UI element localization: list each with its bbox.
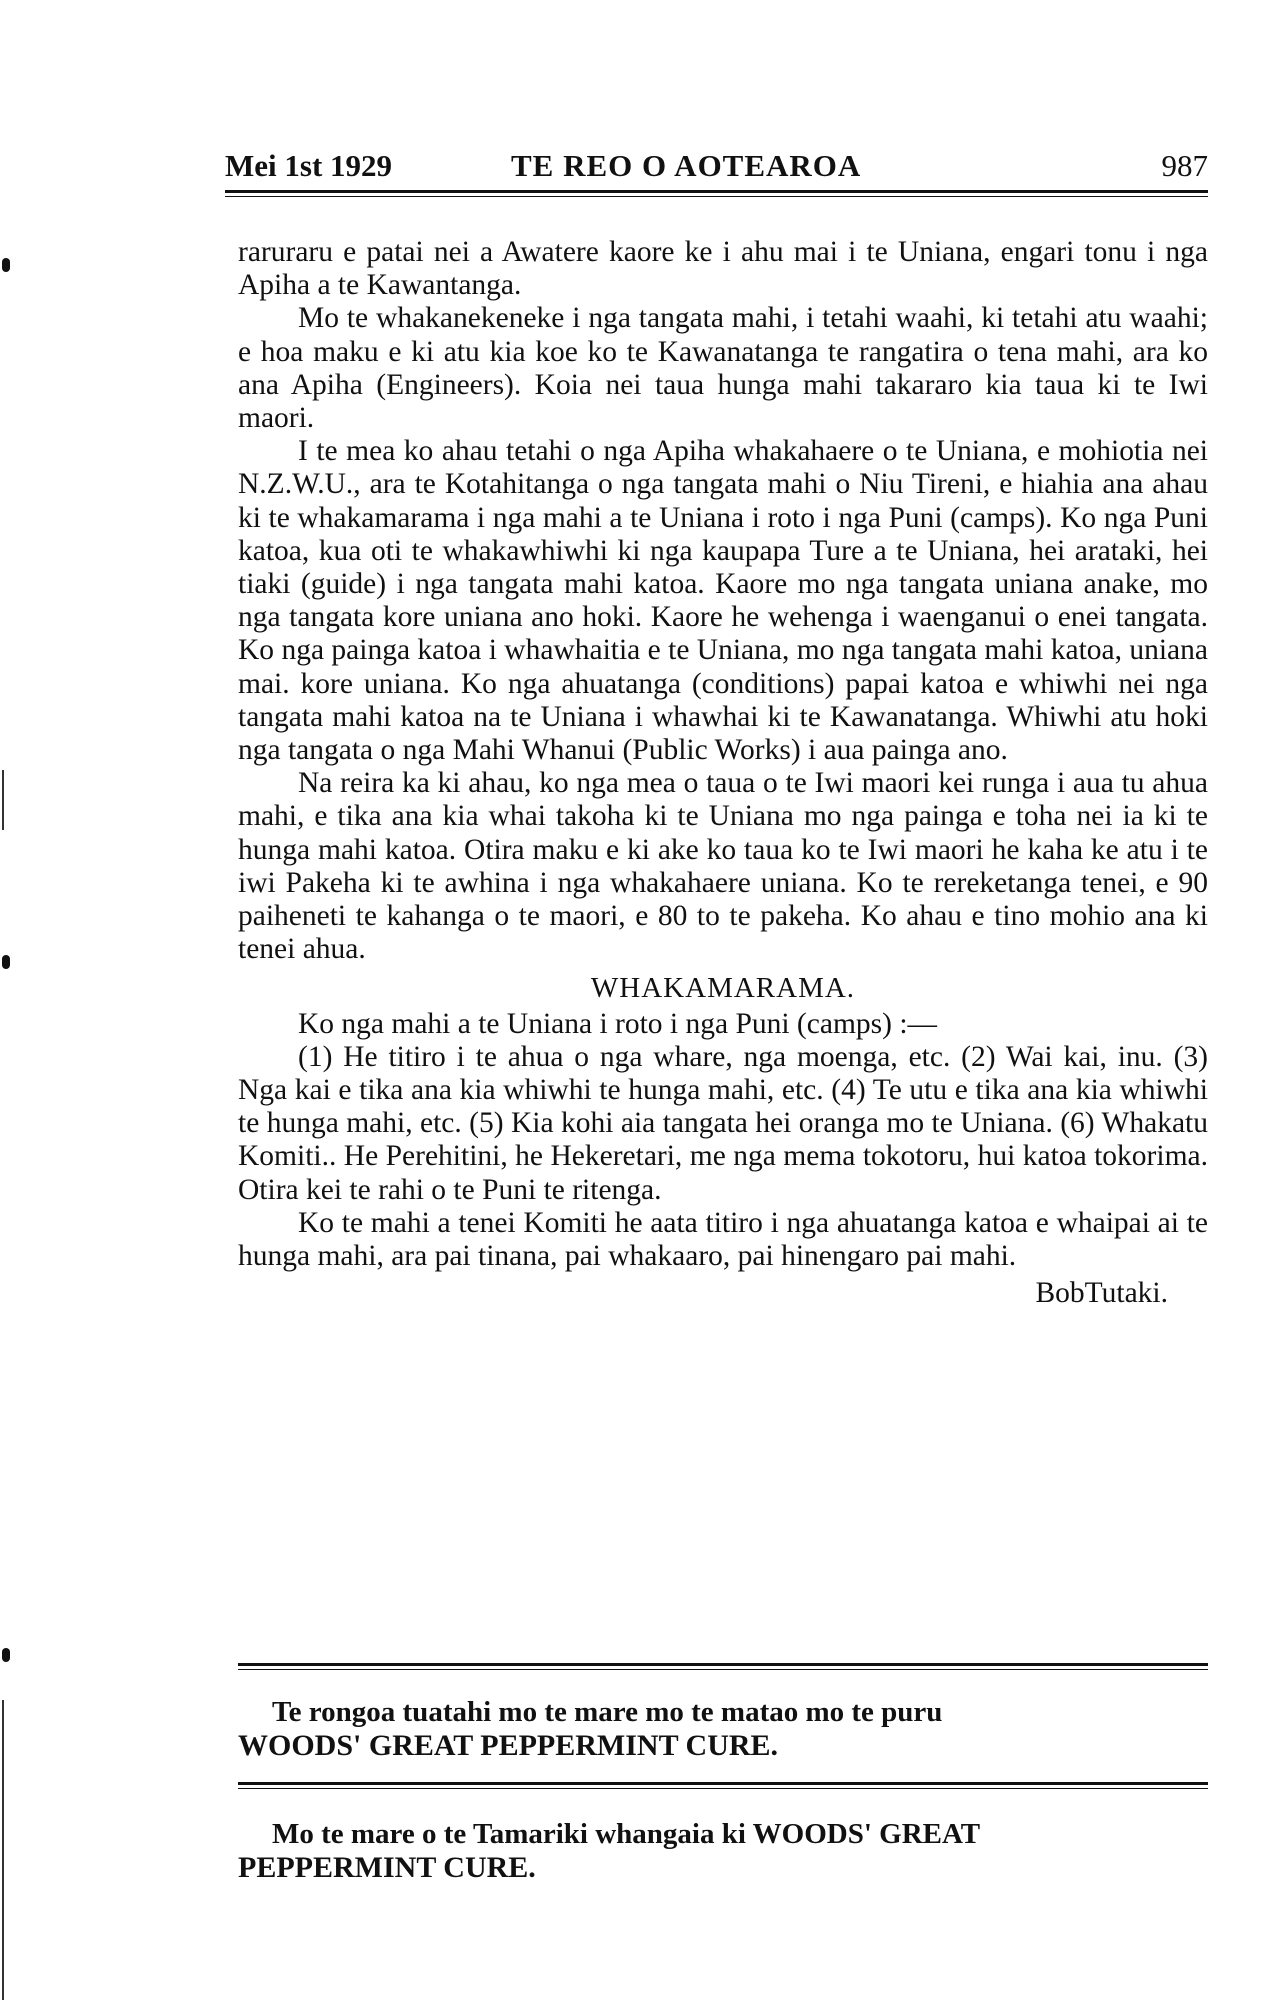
advert-divider [238,1663,1208,1670]
advert-product-name: WOODS' GREAT PEPPERMINT CURE. [238,1729,779,1762]
advert-line: Mo te mare o te Tamariki whangaia ki WOODS' GREAT [272,1818,981,1850]
issue-date: Mei 1st 1929 [225,148,393,183]
author-signature: BobTutaki. [1035,1277,1168,1310]
section-heading: WHAKAMARAMA. [590,972,856,1005]
advert-divider [238,1782,1208,1789]
article-paragraph: Na reira ka ki ahau, ko nga mea o taua o te Iwi maori kei runga i aua tu ahua mahi, e tika ana kia whai takoha ki te Uniana mo nga painga e toha nei ia ki te hunga mahi katoa. Otira maku e ki ake ko taua ko te Iwi maori he kaha ke atu i te iwi Pakeha ki te awhina i nga whakahaere uniana. Ko te rereketanga tenei, e 90 paiheneti te kahanga o te maori, e 80 to te pakeha. Ko ahau e tino mohio ana ki tenei ahua. [238,767,1208,966]
advertisement [238,1696,1208,1762]
header-rule [225,190,1208,197]
advertisement [238,1818,1208,1884]
article-paragraph: Mo te whakanekeneke i nga tangata mahi, i tetahi waahi, ki tetahi atu waahi; e hoa maku e ki atu kia koe ko te Kawanatanga te rangatira o tena mahi, ara ko ana Apiha (Engineers). Koia nei taua hunga mahi takararo kia taua ki te Iwi maori. [238,302,1208,435]
article-paragraph: raruraru e patai nei a Awatere kaore ke i ahu mai i te Uniana, engari tonu i nga Apiha a te Kawantanga. [238,236,1208,302]
page-edge-line [2,770,4,830]
publication-title: TE REO O AOTEAROA [511,148,862,183]
advert-line: Te rongoa tuatahi mo te mare mo te matao mo te puru [272,1696,943,1728]
section-closing: Ko te mahi a tenei Komiti he aata titiro i nga ahuatanga katoa e whaipai ai te hunga mahi, ara pai tinana, pai whakaaro, pai hinengaro pai mahi. [238,1206,1208,1273]
running-header [225,148,1208,182]
page-number: 987 [1161,148,1208,183]
article-paragraph: I te mea ko ahau tetahi o nga Apiha whakahaere o te Uniana, e mohiotia nei N.Z.W.U., ara te Kotahitanga o nga tangata mahi o Niu Tireni, e hiahia ana ahau ki te whakamarama i nga mahi a te Uniana i roto i nga Puni (camps). Ko nga Puni katoa, kua oti te whakawhiwhi ki nga kaupapa Ture a te Uniana, hei arataki, hei tiaki (guide) i nga tangata mahi katoa. Kaore mo nga tangata uniana anake, mo nga tangata kore uniana ano hoki. Kaore he wehenga i waenganui o enei tangata. Ko nga painga katoa i whawhaitia e te Uniana, mo nga tangata mahi katoa, uniana mai. kore uniana. Ko nga ahuatanga (conditions) papai katoa e whiwhi nei nga tangata mahi katoa na te Uniana i whawhai ki te Kawanatanga. Whiwhi atu hoki nga tangata o nga Mahi Whanui (Public Works) i aua painga ano. [238,435,1208,767]
section-intro: Ko nga mahi a te Uniana i roto i nga Puni (camps) :— [298,1007,938,1040]
binding-mark [2,1648,10,1662]
advert-product-name: PEPPERMINT CURE. [238,1851,536,1884]
section-list: (1) He titiro i te ahua o nga whare, nga moenga, etc. (2) Wai kai, inu. (3) Nga kai e tika ana kia whiwhi te hunga mahi, etc. (4) Te utu e tika ana kia whiwhi te hunga mahi, etc. (5) Kia kohi aia tangata hei oranga mo te Uniana. (6) Whakatu Komiti.. He Perehitini, he Hekeretari, me nga mema tokotoru, hui katoa tokorima. Otira kei te rahi o te Puni te ritenga. [238,1040,1208,1206]
article-body [238,236,1208,1311]
page-edge-line [2,1700,4,2000]
binding-mark [2,955,10,969]
binding-mark [2,258,10,272]
